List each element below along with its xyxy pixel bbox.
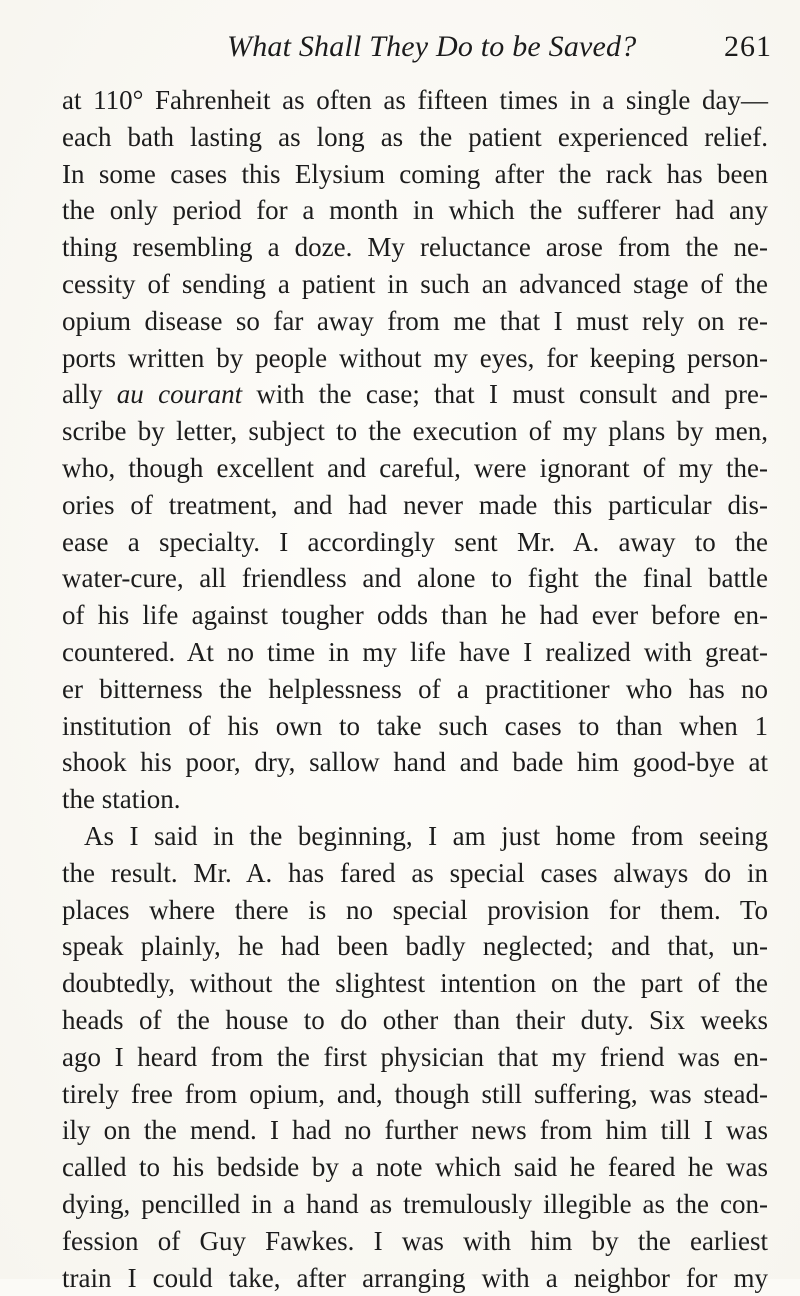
text-line: water-cure, all friendless and alone to fight the final battle [62,560,768,597]
text-line: ories of treatment, and had never made this particular dis- [62,487,768,524]
text-line: the only period for a month in which the sufferer had any [62,192,768,229]
text-fragment: ally [62,379,103,409]
text-line: countered. At no time in my life have I realized with great- [62,634,768,671]
running-head [62,28,768,68]
text-line: each bath lasting as long as the patient experienced relief. [62,119,768,156]
text-line: who, though excellent and careful, were ignorant of my the- [62,450,768,487]
text-line: As I said in the beginning, I am just home from seeing [62,818,768,855]
text-line: doubtedly, without the slightest intention on the part of the [62,965,768,1002]
text-line: places where there is no special provision for them. To [62,892,768,929]
text-line: speak plainly, he had been badly neglected; and that, un- [62,928,768,965]
text-line: ago I heard from the first physician that my friend was en- [62,1039,768,1076]
text-line: opium disease so far away from me that I must rely on re- [62,303,768,340]
text-line: the result. Mr. A. has fared as special cases always do in [62,855,768,892]
text-line: ease a specialty. I accordingly sent Mr. A. away to the [62,524,768,561]
text-line: institution of his own to take such cases to than when 1 [62,708,768,745]
text-line [62,376,768,413]
text-line: of his life against tougher odds than he had ever before en- [62,597,768,634]
page-number: 261 [724,28,772,66]
text-line: In some cases this Elysium coming after the rack has been [62,156,768,193]
italic-phrase: au courant [117,379,242,409]
text-fragment: with the case; that I must consult and pre- [256,379,768,409]
text-line: shook his poor, dry, sallow hand and bade him good-bye at [62,744,768,781]
text-line: tirely free from opium, and, though still suffering, was stead- [62,1076,768,1113]
text-line: train I could take, after arranging with a neighbor for my [62,1260,768,1296]
text-line: fession of Guy Fawkes. I was with him by the earliest [62,1223,768,1260]
text-line: ily on the mend. I had no further news from him till I was [62,1112,768,1149]
text-line: called to his bedside by a note which said he feared he was [62,1149,768,1186]
text-line: thing resembling a doze. My reluctance arose from the ne- [62,229,768,266]
text-line: scribe by letter, subject to the execution of my plans by men, [62,413,768,450]
text-line: dying, pencilled in a hand as tremulously illegible as the con- [62,1186,768,1223]
text-line: the station. [62,781,768,818]
text-line: er bitterness the helplessness of a practitioner who has no [62,671,768,708]
text-line: cessity of sending a patient in such an advanced stage of the [62,266,768,303]
body-text [62,82,768,1296]
text-line: at 110° Fahrenheit as often as fifteen times in a single day— [62,82,768,119]
text-line: ports written by people without my eyes, for keeping person- [62,340,768,377]
text-line: heads of the house to do other than their duty. Six weeks [62,1002,768,1039]
running-title: What Shall They Do to be Saved? [227,28,636,66]
